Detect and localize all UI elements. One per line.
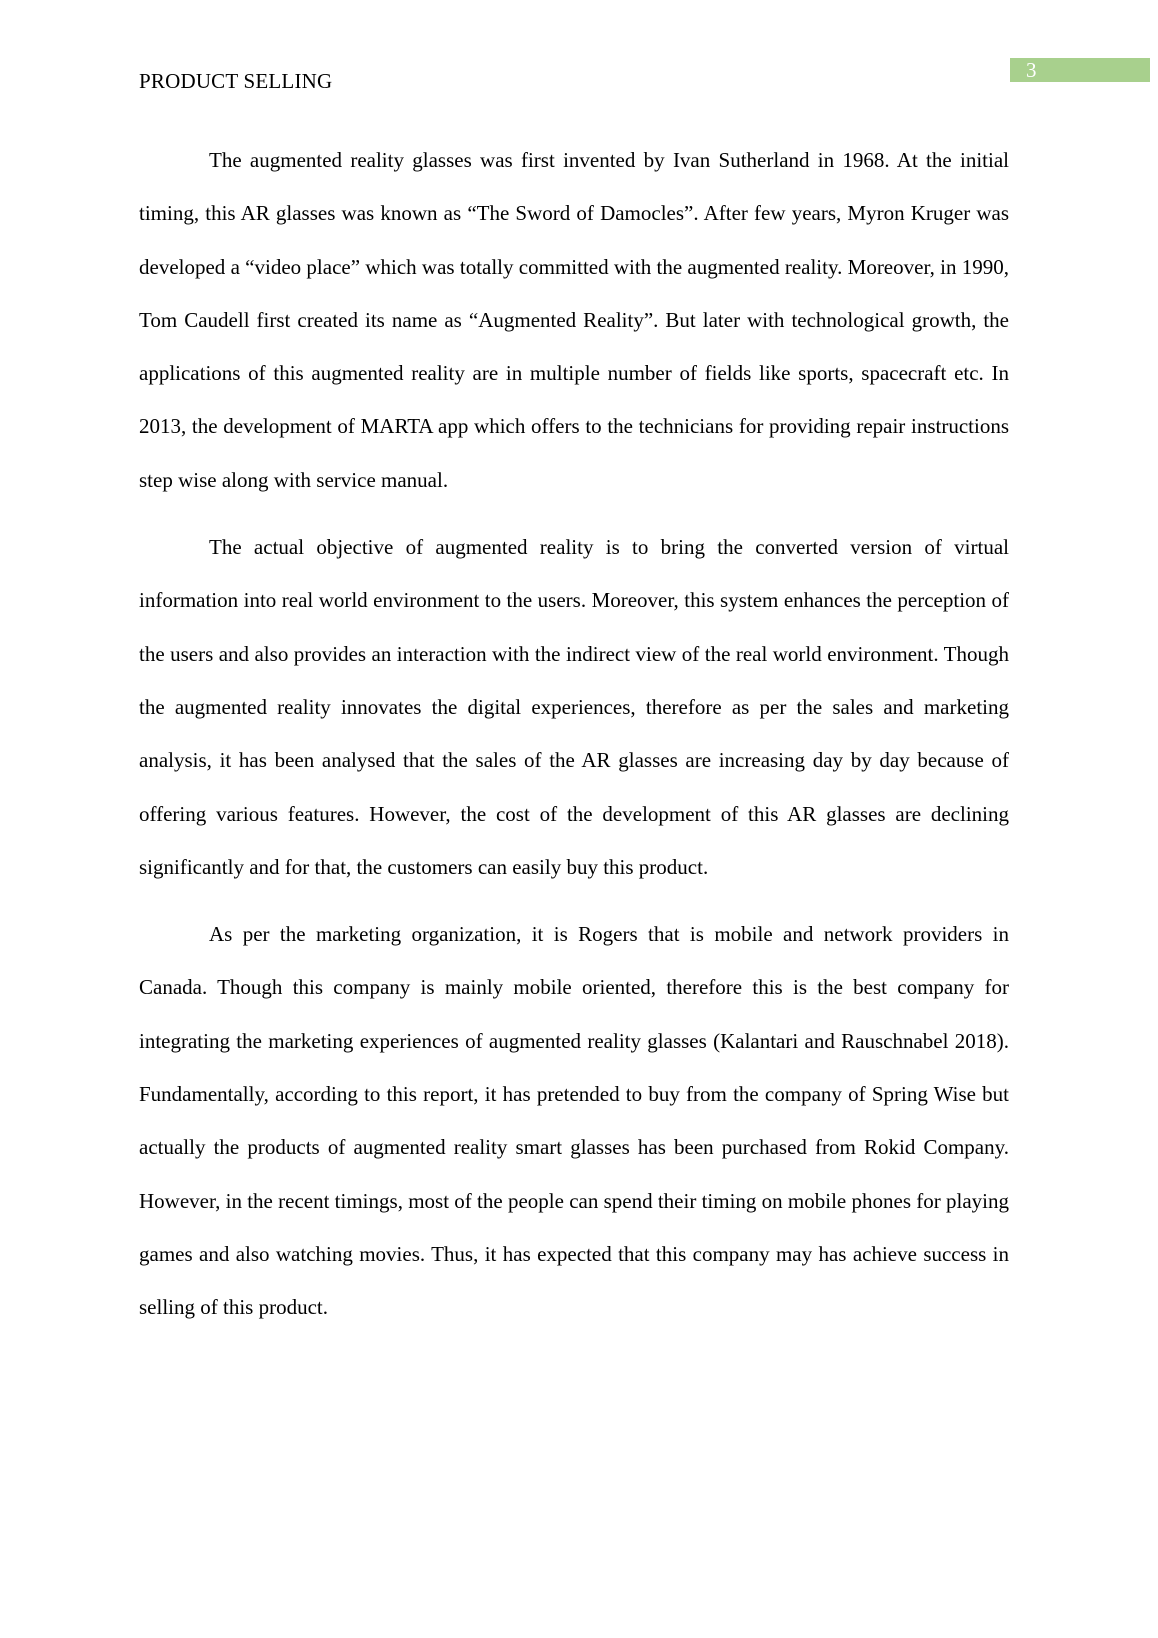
paragraph-marketing-organization: As per the marketing organization, it is Rogers that is mobile and network providers in Canada. Though this company is mainly mobile oriented, therefore this is the best company for integrating the marketing experiences of augmented reality glasses (Kalantari and Rauschnabel 2018). Fundamentally, according to this report, it has pretended to buy from the company of Spring Wise but actually the products of augmented reality smart glasses has been purchased from Rokid Company. However, in the recent timings, most of the people can spend their timing on mobile phones for playing games and also watching movies. Thus, it has expected that this company may has achieve success in selling of this product. [139, 922, 1009, 1320]
paragraph-ar-history: The augmented reality glasses was first invented by Ivan Sutherland in 1968. At the initial timing, this AR glasses was known as “The Sword of Damocles”. After few years, Myron Kruger was developed a “video place” which was totally committed with the augmented reality. Moreover, in 1990, Tom Caudell first created its name as “Augmented Reality”. But later with technological growth, the applications of this augmented reality are in multiple number of fields like sports, spacecraft etc. In 2013, the development of MARTA app which offers to the technicians for providing repair instructions step wise along with service manual. [139, 148, 1009, 492]
paragraph-ar-objective: The actual objective of augmented reality is to bring the converted version of virtual information into real world environment to the users. Moreover, this system enhances the perception of the users and also provides an interaction with the indirect view of the real world environment. Though the augmented reality innovates the digital experiences, therefore as per the sales and marketing analysis, it has been analysed that the sales of the AR glasses are increasing day by day because of offering various features. However, the cost of the development of this AR glasses are declining significantly and for that, the customers can easily buy this product. [139, 535, 1009, 879]
running-head: PRODUCT SELLING [139, 69, 333, 93]
document-body [139, 134, 1009, 1349]
page-number-box [1010, 58, 1150, 82]
page-number: 3 [1026, 58, 1037, 82]
